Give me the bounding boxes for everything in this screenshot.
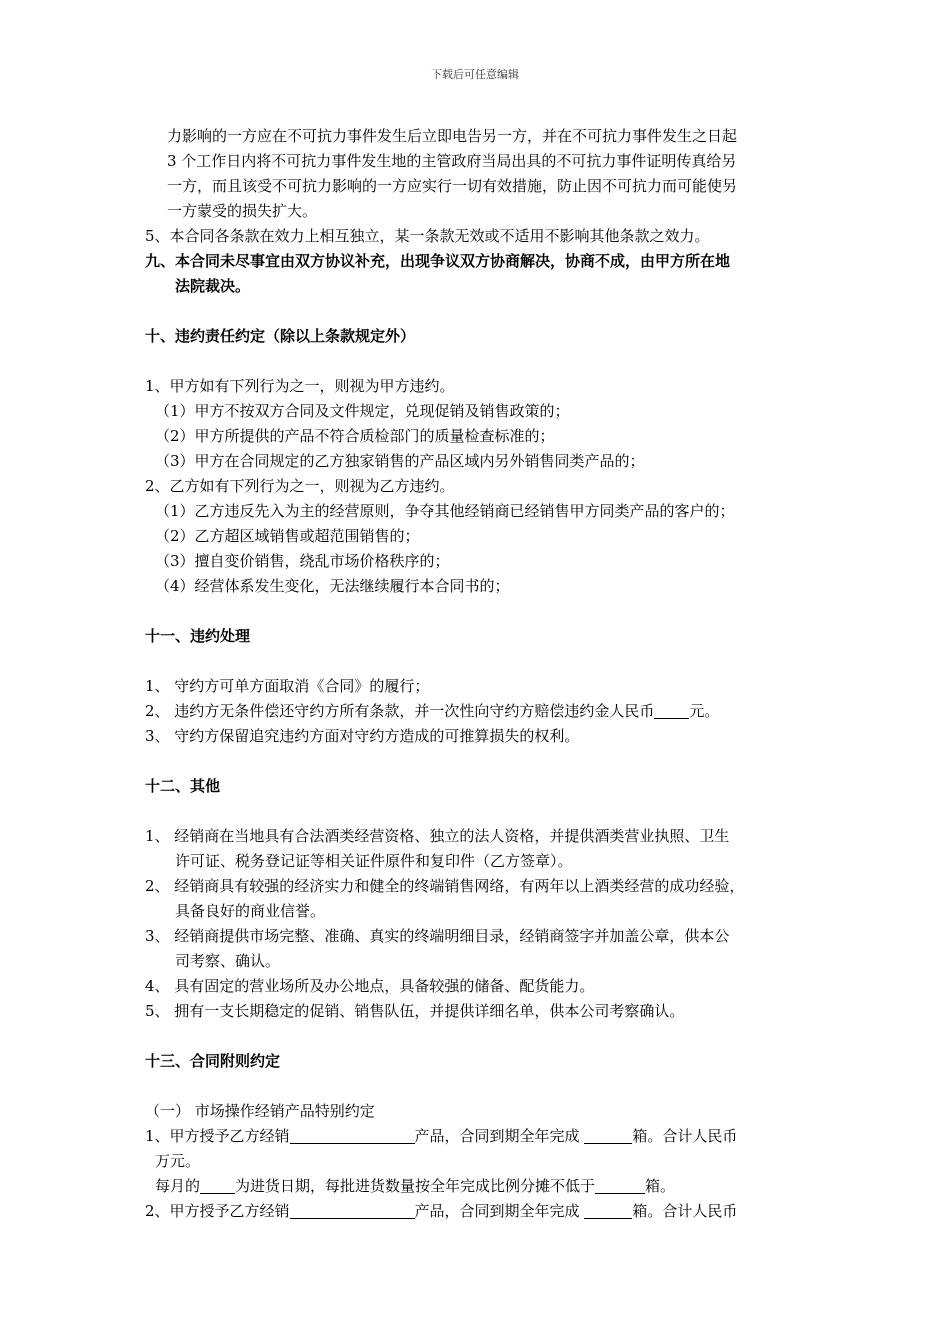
section-10-subitem: （2）乙方超区域销售或超范围销售的； bbox=[155, 527, 420, 545]
paragraph-line: 3 个工作日内将不可抗力事件发生地的主管政府当局出具的不可抗力事件证明传真给另 bbox=[167, 152, 737, 170]
section-13-item-1 bbox=[145, 1124, 815, 1149]
section-12-item-5: 5、 拥有一支长期稳定的促销、销售队伍，并提供详细名单，供本公司考察确认。 bbox=[145, 1002, 685, 1020]
section-12-item-3: 3、 经销商提供市场完整、准确、真实的终端明细目录，经销商签字并加盖公章，供本公 bbox=[145, 927, 730, 945]
item-text: 元。 bbox=[689, 702, 720, 720]
section-11-heading: 十一、违约处理 bbox=[145, 627, 251, 645]
section-13-subheading: （一） 市场操作经销产品特别约定 bbox=[145, 1102, 375, 1120]
item-text: 产品，合同到期全年完成 bbox=[414, 1127, 585, 1145]
item-text: 每月的 bbox=[155, 1177, 201, 1195]
product-blank[interactable] bbox=[290, 1202, 415, 1219]
fill-blank[interactable] bbox=[654, 702, 689, 719]
item-text: 产品，合同到期全年完成 bbox=[414, 1202, 585, 1220]
section-12-item-4: 4、 具有固定的营业场所及办公地点，具备较强的储备、配货能力。 bbox=[145, 977, 595, 995]
section-13-heading: 十三、合同附则约定 bbox=[145, 1052, 281, 1070]
item-text: 箱。 bbox=[645, 1177, 676, 1195]
section-11-item-3: 3、 守约方保留追究违约方面对守约方造成的可推算损失的权利。 bbox=[145, 727, 580, 745]
section-11-item-1: 1、 守约方可单方面取消《合同》的履行； bbox=[145, 677, 430, 695]
section-12-item-1: 1、 经销商在当地具有合法酒类经营资格、独立的法人资格，并提供酒类营业执照、卫生 bbox=[145, 827, 730, 845]
section-10-subitem: （4）经营体系发生变化，无法继续履行本合同书的； bbox=[155, 577, 510, 595]
item-text: 箱。合计人民币 bbox=[632, 1127, 738, 1145]
date-blank[interactable] bbox=[200, 1177, 235, 1194]
paragraph-line: 一方，而且该受不可抗力影响的一方应实行一切有效措施，防止因不可抗力而可能使另 bbox=[167, 177, 738, 195]
paragraph-line: 力影响的一方应在不可抗力事件发生后立即电告另一方，并在不可抗力事件发生之日起 bbox=[167, 127, 738, 145]
section-12-item-2-cont: 具备良好的商业信誉。 bbox=[175, 902, 326, 920]
item-text: 2、 违约方无条件偿还守约方所有条款，并一次性向守约方赔偿违约金人民币 bbox=[145, 702, 655, 720]
quantity-blank[interactable] bbox=[584, 1202, 632, 1219]
section-9-text: 九、本合同未尽事宜由双方协议补充，出现争议双方协商解决，协商不成，由甲方所在地 bbox=[145, 252, 731, 270]
section-12-item-3-cont: 司考察、确认。 bbox=[175, 952, 281, 970]
section-10-subitem: （2）甲方所提供的产品不符合质检部门的质量检查标准的； bbox=[155, 427, 555, 445]
quantity-blank[interactable] bbox=[584, 1127, 632, 1144]
item-text: 1、甲方授予乙方经销 bbox=[145, 1127, 290, 1145]
section-13-item-1-schedule bbox=[145, 1174, 815, 1199]
section-12-item-1-cont: 许可证、税务登记证等相关证件原件和复印件（乙方签章）。 bbox=[175, 852, 573, 870]
item-text: 2、甲方授予乙方经销 bbox=[145, 1202, 290, 1220]
section-10-subitem: （3）甲方在合同规定的乙方独家销售的产品区域内另外销售同类产品的； bbox=[155, 452, 645, 470]
section-10-item-2: 2、乙方如有下列行为之一，则视为乙方违约。 bbox=[145, 477, 455, 495]
section-10-subitem: （1）乙方违反先入为主的经营原则，争夺其他经销商已经销售甲方同类产品的客户的； bbox=[155, 502, 735, 520]
section-10-heading: 十、违约责任约定（除以上条款规定外） bbox=[145, 327, 416, 345]
section-11-item-2 bbox=[145, 699, 815, 724]
item-text: 箱。合计人民币 bbox=[632, 1202, 738, 1220]
section-13-item-1-cont: 万元。 bbox=[155, 1152, 201, 1170]
section-12-item-2: 2、 经销商具有较强的经济实力和健全的终端销售网络，有两年以上酒类经营的成功经验， bbox=[145, 877, 745, 895]
section-10-subitem: （1）甲方不按双方合同及文件规定，兑现促销及销售政策的； bbox=[155, 402, 570, 420]
paragraph-line: 一方蒙受的损失扩大。 bbox=[167, 202, 318, 220]
quantity-blank[interactable] bbox=[595, 1177, 645, 1194]
section-9-text-cont: 法院裁决。 bbox=[175, 277, 251, 295]
document-body bbox=[145, 124, 815, 1224]
section-10-subitem: （3）擅自变价销售，绕乱市场价格秩序的； bbox=[155, 552, 450, 570]
product-blank[interactable] bbox=[290, 1127, 415, 1144]
section-10-item-1: 1、甲方如有下列行为之一，则视为甲方违约。 bbox=[145, 377, 455, 395]
section-12-heading: 十二、其他 bbox=[145, 777, 221, 795]
page-header: 下载后可任意编辑 bbox=[431, 68, 519, 81]
item-text: 为进货日期，每批进货数量按全年完成比例分摊不低于 bbox=[235, 1177, 596, 1195]
clause-5: 5、本合同各条款在效力上相互独立，某一条款无效或不适用不影响其他条款之效力。 bbox=[145, 227, 710, 245]
section-13-item-2 bbox=[145, 1199, 815, 1224]
